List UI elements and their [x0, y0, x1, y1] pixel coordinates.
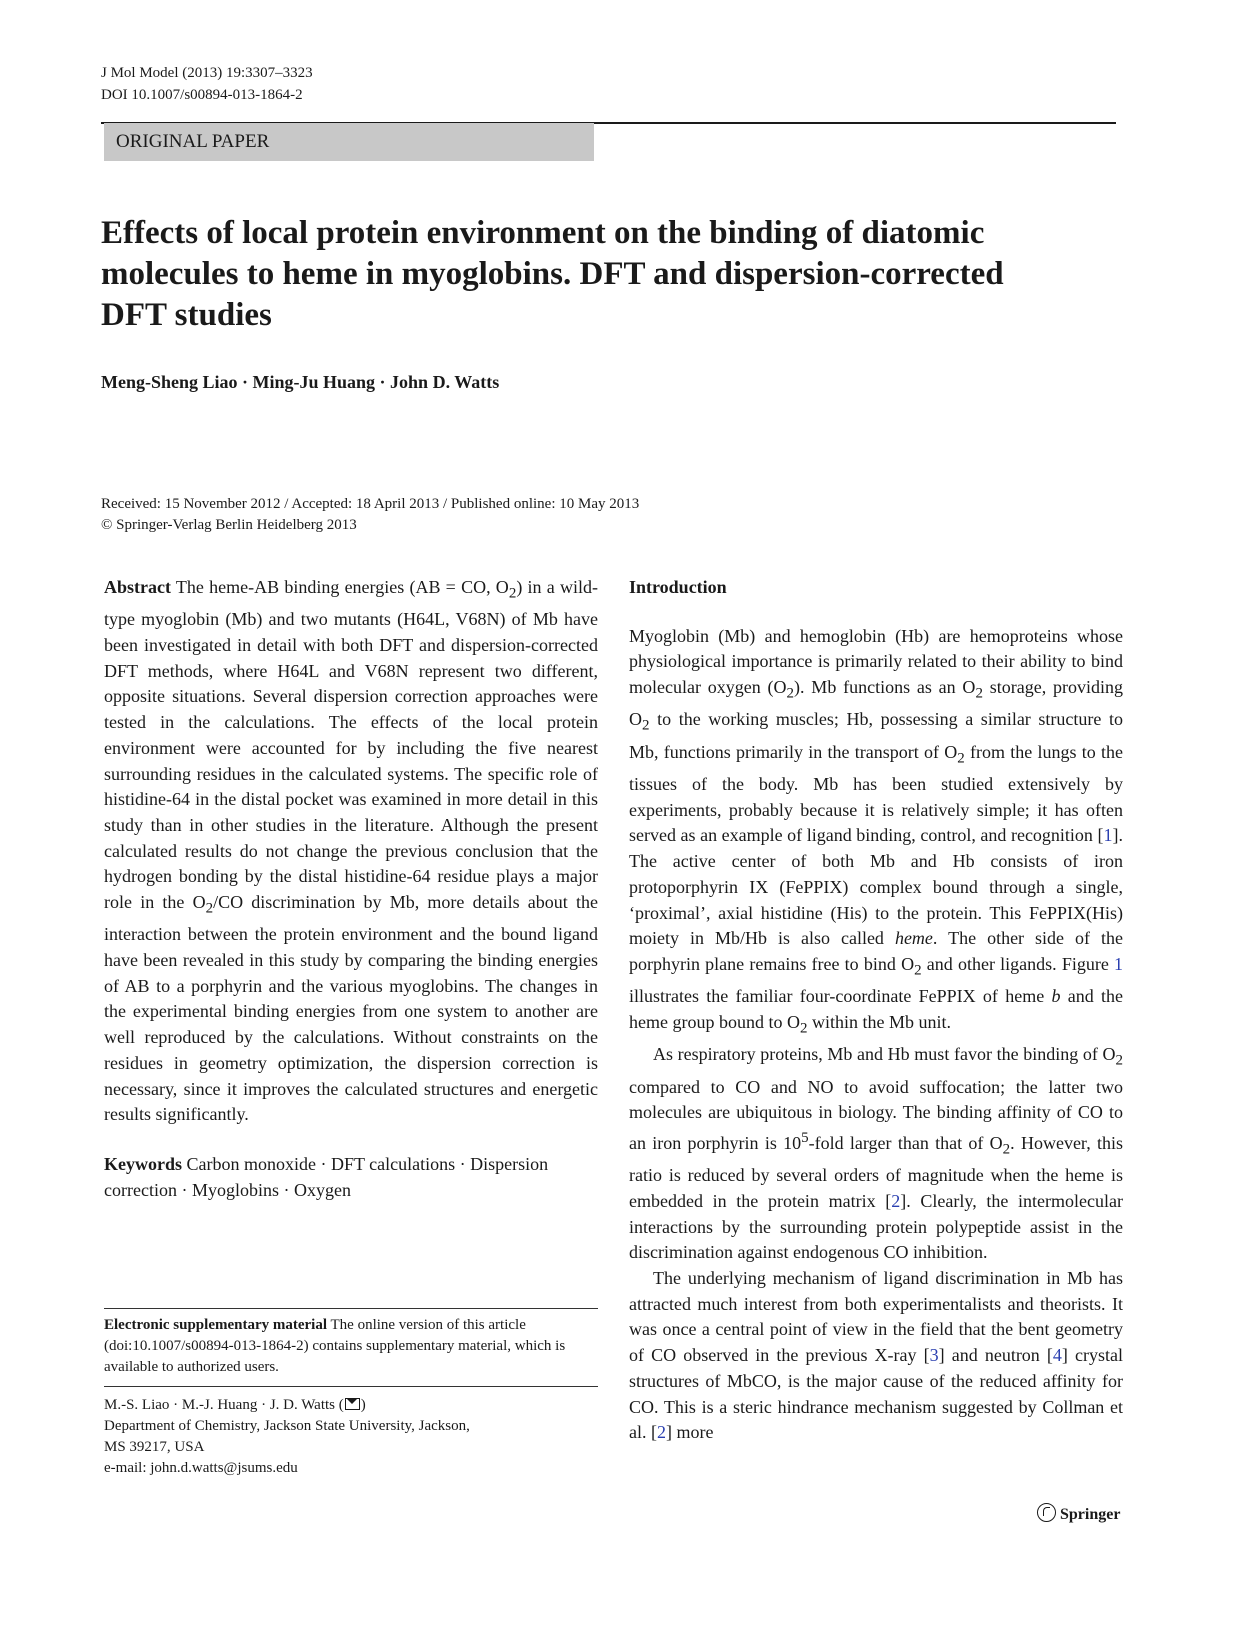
title-line: Effects of local protein environment on the binding of diatomic	[101, 215, 985, 251]
intro-paragraph: The underlying mechanism of ligand discrimination in Mb has attracted much interest from both experimentalists and theorists. It was once a central point of view in the field that the bent geometry of CO observed in the previous X-ray [3] and neutron [4] crystal structures of MbCO, is the major cause of the reduced affinity for CO. This is a steric hindrance mechanism suggested by Collman et al. [2] more	[629, 1268, 1123, 1443]
esm-note: Electronic supplementary material The online version of this article (doi:10.1007/s00894-013-1864-2) contains supplementary material, which is available to authorized users.	[104, 1317, 566, 1375]
keywords: Keywords Carbon monoxide · DFT calculations · Dispersion correction · Myoglobins · Oxygen	[104, 1153, 549, 1200]
copyright-line: © Springer-Verlag Berlin Heidelberg 2013	[101, 517, 357, 533]
doi: DOI 10.1007/s00894-013-1864-2	[101, 87, 303, 103]
article-history	[101, 494, 639, 536]
envelope-icon	[345, 1398, 360, 1410]
correspondence-authors: M.-S. Liao · M.-J. Huang · J. D. Watts ( )	[104, 1397, 366, 1413]
footnote-rule	[104, 1308, 598, 1309]
introduction-heading: Introduction	[629, 577, 727, 597]
reference-link[interactable]: 4	[1052, 1345, 1062, 1366]
author-list: Meng-Sheng Liao · Ming-Ju Huang · John D. Watts	[101, 372, 500, 392]
reference-link[interactable]: 2	[656, 1422, 666, 1443]
journal-citation: J Mol Model (2013) 19:3307–3323	[101, 65, 313, 81]
title-line: DFT studies	[101, 297, 272, 333]
email-link[interactable]: e-mail: john.d.watts@jsums.edu	[104, 1460, 298, 1476]
footnote-separator	[104, 1386, 598, 1387]
left-column	[104, 575, 598, 1203]
journal-header	[101, 62, 313, 106]
publisher-logo: Springer	[1037, 1503, 1120, 1524]
reference-link[interactable]: 1	[1103, 825, 1113, 846]
abstract-label: Abstract	[104, 577, 171, 597]
figure-link[interactable]: 1	[1114, 953, 1124, 974]
intro-paragraph: As respiratory proteins, Mb and Hb must favor the binding of $O_2$ compared to CO and NO to avoid suffocation; the latter two molecules are ubiquitous in biology. The binding affinity of CO to an iron porphyrin is $10^5$-fold larger than that of $O_2$. However, this ratio is reduced by several orders of magnitude when the heme is embedded in the protein matrix [2]. Clearly, the intermolecular interactions by the surrounding protein polypeptide assist in the discrimination against endogenous CO inhibition.	[629, 1044, 1123, 1263]
title-line: molecules to heme in myoglobins. DFT and dispersion-corrected	[101, 256, 1004, 292]
reference-link[interactable]: 3	[929, 1345, 939, 1366]
dates-line: Received: 15 November 2012 / Accepted: 18 April 2013 / Published online: 10 May 2013	[101, 496, 640, 512]
footnote	[104, 1308, 598, 1479]
affiliation-line: Department of Chemistry, Jackson State University, Jackson,	[104, 1418, 470, 1434]
abstract: Abstract The heme-AB binding energies (AB = CO, $O_2$) in a wild-type myoglobin (Mb) and two mutants (H64L, V68N) of Mb have been investigated in detail with both DFT and dispersion-corrected DFT methods, where H64L and V68N represent two different, opposite situations. Several dispersion correction approaches were tested in the calculations. The effects of the local protein environment were accounted for by including the five nearest surrounding residues in the calculated systems. The specific role of histidine-64 in the distal pocket was examined in more detail in this study than in other studies in the literature. Although the present calculated results do not change the previous conclusion that the hydrogen bonding by the distal histidine-64 residue plays a major role in the $O_2/CO$ discrimination by Mb, more details about the interaction between the protein environment and the bound ligand have been revealed in this study by comparing the binding energies of AB to a porphyrin and the various myoglobins. The changes in the experimental binding energies from one system to another are well reproduced by the calculations. Without constraints on the residues in geometry optimization, the dispersion correction is necessary, since it improves the calculated structures and energetic results significantly.	[104, 577, 598, 1125]
paper-title	[101, 213, 1116, 336]
keywords-label: Keywords	[104, 1153, 182, 1174]
section-label: ORIGINAL PAPER	[104, 123, 594, 161]
affiliation-line: MS 39217, USA	[104, 1439, 205, 1455]
right-column	[629, 575, 1123, 1446]
springer-horse-icon	[1037, 1503, 1056, 1522]
intro-paragraph: Myoglobin (Mb) and hemoglobin (Hb) are hemoproteins whose physiological importance is primarily related to their ability to bind molecular oxygen $(O_2)$. Mb functions as an $O_2$ storage, providing $O_2$ to the working muscles; Hb, possessing a similar structure to Mb, functions primarily in the transport of $O_2$ from the lungs to the tissues of the body. Mb has been studied extensively by experiments, probably because it is relatively simple; it has often served as an example of ligand binding, control, and recognition [1]. The active center of both Mb and Hb consists of iron protoporphyrin IX (FePPIX) complex bound through a single, ‘proximal’, axial histidine (His) to the protein. This FePPIX(His) moiety in Mb/Hb is also called heme. The other side of the porphyrin plane remains free to bind $O_2$ and other ligands. Figure 1 illustrates the familiar four-coordinate FePPIX of heme b and the heme group bound to $O_2$ within the Mb unit.	[629, 625, 1124, 1037]
reference-link[interactable]: 2	[891, 1190, 901, 1211]
